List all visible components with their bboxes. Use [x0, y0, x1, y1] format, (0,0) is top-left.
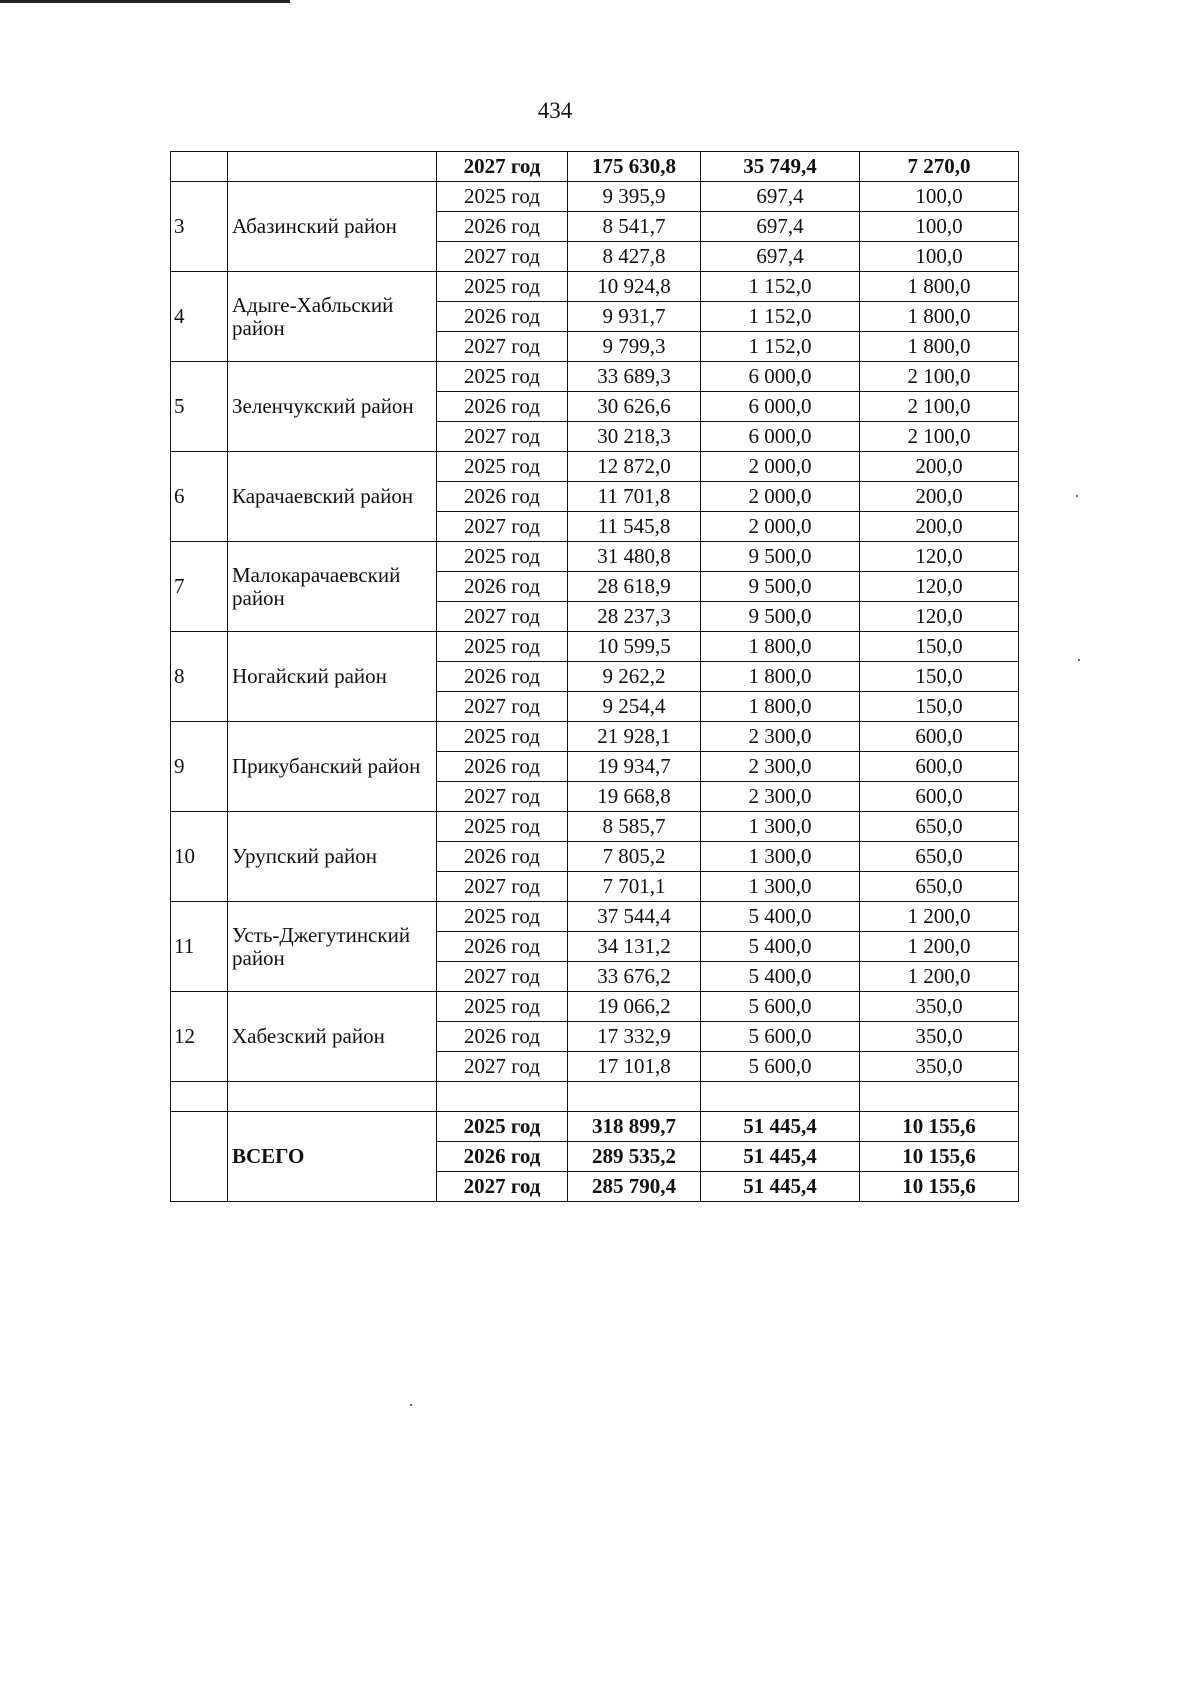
value-cell: 10 599,5	[568, 632, 701, 662]
year-cell: 2027 год	[437, 1172, 568, 1202]
value-cell: 697,4	[701, 212, 860, 242]
value-cell: 19 668,8	[568, 782, 701, 812]
value-cell: 1 152,0	[701, 272, 860, 302]
value-cell: 1 152,0	[701, 332, 860, 362]
empty-cell	[228, 1082, 437, 1112]
value-cell: 285 790,4	[568, 1172, 701, 1202]
district-row	[171, 632, 1019, 662]
value-cell: 19 066,2	[568, 992, 701, 1022]
value-cell: 150,0	[860, 632, 1019, 662]
scan-speck	[1076, 495, 1078, 497]
year-cell: 2026 год	[437, 212, 568, 242]
year-cell: 2025 год	[437, 362, 568, 392]
value-cell: 650,0	[860, 812, 1019, 842]
value-cell: 650,0	[860, 872, 1019, 902]
value-cell: 350,0	[860, 1052, 1019, 1082]
year-cell: 2027 год	[437, 692, 568, 722]
value-cell: 8 427,8	[568, 242, 701, 272]
district-number: 6	[171, 452, 228, 542]
page-number: 434	[537, 98, 573, 123]
district-number: 4	[171, 272, 228, 362]
value-cell: 5 600,0	[701, 1052, 860, 1082]
district-name: Ногайский район	[228, 632, 437, 722]
value-cell: 1 200,0	[860, 902, 1019, 932]
value-cell: 2 000,0	[701, 512, 860, 542]
empty-row	[171, 1082, 1019, 1112]
district-name: Зеленчукский район	[228, 362, 437, 452]
value-cell: 697,4	[701, 242, 860, 272]
district-number: 10	[171, 812, 228, 902]
year-cell: 2025 год	[437, 722, 568, 752]
value-cell: 37 544,4	[568, 902, 701, 932]
value-cell: 1 300,0	[701, 872, 860, 902]
value-cell: 100,0	[860, 182, 1019, 212]
value-cell: 33 689,3	[568, 362, 701, 392]
value-cell: 600,0	[860, 752, 1019, 782]
district-row	[171, 272, 1019, 302]
value-cell: 6 000,0	[701, 422, 860, 452]
value-cell: 51 445,4	[701, 1172, 860, 1202]
value-cell: 9 254,4	[568, 692, 701, 722]
value-cell: 1 800,0	[701, 692, 860, 722]
year-cell: 2027 год	[437, 332, 568, 362]
district-number: 12	[171, 992, 228, 1082]
value-cell: 5 600,0	[701, 992, 860, 1022]
value-cell: 1 200,0	[860, 932, 1019, 962]
year-cell: 2027 год	[437, 152, 568, 182]
empty-cell	[701, 1082, 860, 1112]
carryover-row	[171, 152, 1019, 182]
value-cell: 650,0	[860, 842, 1019, 872]
value-cell: 120,0	[860, 572, 1019, 602]
year-cell: 2026 год	[437, 752, 568, 782]
value-cell: 17 332,9	[568, 1022, 701, 1052]
year-cell: 2025 год	[437, 272, 568, 302]
value-cell: 9 500,0	[701, 542, 860, 572]
value-cell: 2 100,0	[860, 422, 1019, 452]
value-cell: 2 300,0	[701, 782, 860, 812]
value-cell: 6 000,0	[701, 392, 860, 422]
scan-speck	[410, 1404, 412, 1406]
year-cell: 2025 год	[437, 992, 568, 1022]
value-cell: 120,0	[860, 542, 1019, 572]
value-cell: 5 400,0	[701, 932, 860, 962]
year-cell: 2027 год	[437, 422, 568, 452]
value-cell: 150,0	[860, 662, 1019, 692]
value-cell: 1 800,0	[860, 302, 1019, 332]
value-cell: 12 872,0	[568, 452, 701, 482]
value-cell: 1 800,0	[860, 332, 1019, 362]
value-cell: 1 200,0	[860, 962, 1019, 992]
value-cell: 7 701,1	[568, 872, 701, 902]
district-name: Адыге-Хабльский район	[228, 272, 437, 362]
empty-cell	[171, 1082, 228, 1112]
district-row	[171, 902, 1019, 932]
district-name: Урупский район	[228, 812, 437, 902]
year-cell: 2027 год	[437, 242, 568, 272]
value-cell: 9 500,0	[701, 572, 860, 602]
value-cell: 289 535,2	[568, 1142, 701, 1172]
district-row	[171, 452, 1019, 482]
value-cell: 9 395,9	[568, 182, 701, 212]
district-name: Усть-Джегутинский район	[228, 902, 437, 992]
value-cell: 5 400,0	[701, 902, 860, 932]
district-number: 8	[171, 632, 228, 722]
value-cell: 21 928,1	[568, 722, 701, 752]
value-cell: 6 000,0	[701, 362, 860, 392]
value-cell: 10 155,6	[860, 1112, 1019, 1142]
empty-cell	[860, 1082, 1019, 1112]
year-cell: 2025 год	[437, 542, 568, 572]
year-cell: 2027 год	[437, 1052, 568, 1082]
value-cell: 7 805,2	[568, 842, 701, 872]
value-cell: 600,0	[860, 782, 1019, 812]
year-cell: 2025 год	[437, 182, 568, 212]
value-cell: 17 101,8	[568, 1052, 701, 1082]
value-cell: 2 000,0	[701, 452, 860, 482]
value-cell: 51 445,4	[701, 1112, 860, 1142]
value-cell: 28 618,9	[568, 572, 701, 602]
total-num-cell	[171, 1112, 228, 1202]
district-row	[171, 182, 1019, 212]
value-cell: 10 155,6	[860, 1142, 1019, 1172]
year-cell: 2027 год	[437, 602, 568, 632]
total-label: ВСЕГО	[228, 1112, 437, 1202]
district-number: 9	[171, 722, 228, 812]
district-number: 3	[171, 182, 228, 272]
value-cell: 175 630,8	[568, 152, 701, 182]
value-cell: 28 237,3	[568, 602, 701, 632]
value-cell: 9 799,3	[568, 332, 701, 362]
value-cell: 1 300,0	[701, 812, 860, 842]
value-cell: 150,0	[860, 692, 1019, 722]
scan-speck	[1078, 659, 1080, 661]
value-cell: 33 676,2	[568, 962, 701, 992]
district-number: 11	[171, 902, 228, 992]
value-cell: 2 100,0	[860, 392, 1019, 422]
empty-cell	[568, 1082, 701, 1112]
value-cell: 11 545,8	[568, 512, 701, 542]
year-cell: 2025 год	[437, 452, 568, 482]
year-cell: 2026 год	[437, 392, 568, 422]
year-cell: 2026 год	[437, 572, 568, 602]
value-cell: 318 899,7	[568, 1112, 701, 1142]
value-cell: 5 600,0	[701, 1022, 860, 1052]
carryover-num-cell	[171, 152, 228, 182]
year-cell: 2026 год	[437, 482, 568, 512]
value-cell: 200,0	[860, 452, 1019, 482]
value-cell: 1 800,0	[701, 662, 860, 692]
district-row	[171, 362, 1019, 392]
year-cell: 2025 год	[437, 1112, 568, 1142]
district-name: Прикубанский район	[228, 722, 437, 812]
value-cell: 350,0	[860, 1022, 1019, 1052]
value-cell: 1 152,0	[701, 302, 860, 332]
value-cell: 51 445,4	[701, 1142, 860, 1172]
table-body	[171, 152, 1019, 1202]
district-row	[171, 992, 1019, 1022]
scan-border-line	[0, 0, 290, 3]
year-cell: 2027 год	[437, 512, 568, 542]
value-cell: 9 262,2	[568, 662, 701, 692]
carryover-name-cell	[228, 152, 437, 182]
value-cell: 2 300,0	[701, 722, 860, 752]
district-name: Хабезский район	[228, 992, 437, 1082]
year-cell: 2026 год	[437, 662, 568, 692]
value-cell: 9 500,0	[701, 602, 860, 632]
value-cell: 5 400,0	[701, 962, 860, 992]
value-cell: 19 934,7	[568, 752, 701, 782]
year-cell: 2026 год	[437, 302, 568, 332]
year-cell: 2027 год	[437, 962, 568, 992]
value-cell: 11 701,8	[568, 482, 701, 512]
value-cell: 120,0	[860, 602, 1019, 632]
district-number: 5	[171, 362, 228, 452]
district-number: 7	[171, 542, 228, 632]
year-cell: 2026 год	[437, 1142, 568, 1172]
value-cell: 697,4	[701, 182, 860, 212]
value-cell: 2 300,0	[701, 752, 860, 782]
value-cell: 31 480,8	[568, 542, 701, 572]
district-name: Карачаевский район	[228, 452, 437, 542]
value-cell: 35 749,4	[701, 152, 860, 182]
value-cell: 34 131,2	[568, 932, 701, 962]
value-cell: 100,0	[860, 212, 1019, 242]
district-row	[171, 542, 1019, 572]
district-name: Абазинский район	[228, 182, 437, 272]
value-cell: 600,0	[860, 722, 1019, 752]
value-cell: 8 541,7	[568, 212, 701, 242]
year-cell: 2025 год	[437, 812, 568, 842]
year-cell: 2025 год	[437, 902, 568, 932]
value-cell: 10 155,6	[860, 1172, 1019, 1202]
value-cell: 200,0	[860, 512, 1019, 542]
value-cell: 30 218,3	[568, 422, 701, 452]
year-cell: 2026 год	[437, 842, 568, 872]
value-cell: 1 300,0	[701, 842, 860, 872]
value-cell: 2 000,0	[701, 482, 860, 512]
value-cell: 30 626,6	[568, 392, 701, 422]
empty-cell	[437, 1082, 568, 1112]
year-cell: 2026 год	[437, 932, 568, 962]
value-cell: 8 585,7	[568, 812, 701, 842]
year-cell: 2025 год	[437, 632, 568, 662]
year-cell: 2027 год	[437, 782, 568, 812]
value-cell: 350,0	[860, 992, 1019, 1022]
value-cell: 2 100,0	[860, 362, 1019, 392]
district-row	[171, 812, 1019, 842]
budget-table	[170, 151, 1019, 1202]
year-cell: 2026 год	[437, 1022, 568, 1052]
district-row	[171, 722, 1019, 752]
value-cell: 1 800,0	[860, 272, 1019, 302]
value-cell: 1 800,0	[701, 632, 860, 662]
value-cell: 10 924,8	[568, 272, 701, 302]
value-cell: 9 931,7	[568, 302, 701, 332]
total-row	[171, 1112, 1019, 1142]
value-cell: 100,0	[860, 242, 1019, 272]
year-cell: 2027 год	[437, 872, 568, 902]
value-cell: 200,0	[860, 482, 1019, 512]
district-name: Малокарачаевский район	[228, 542, 437, 632]
value-cell: 7 270,0	[860, 152, 1019, 182]
